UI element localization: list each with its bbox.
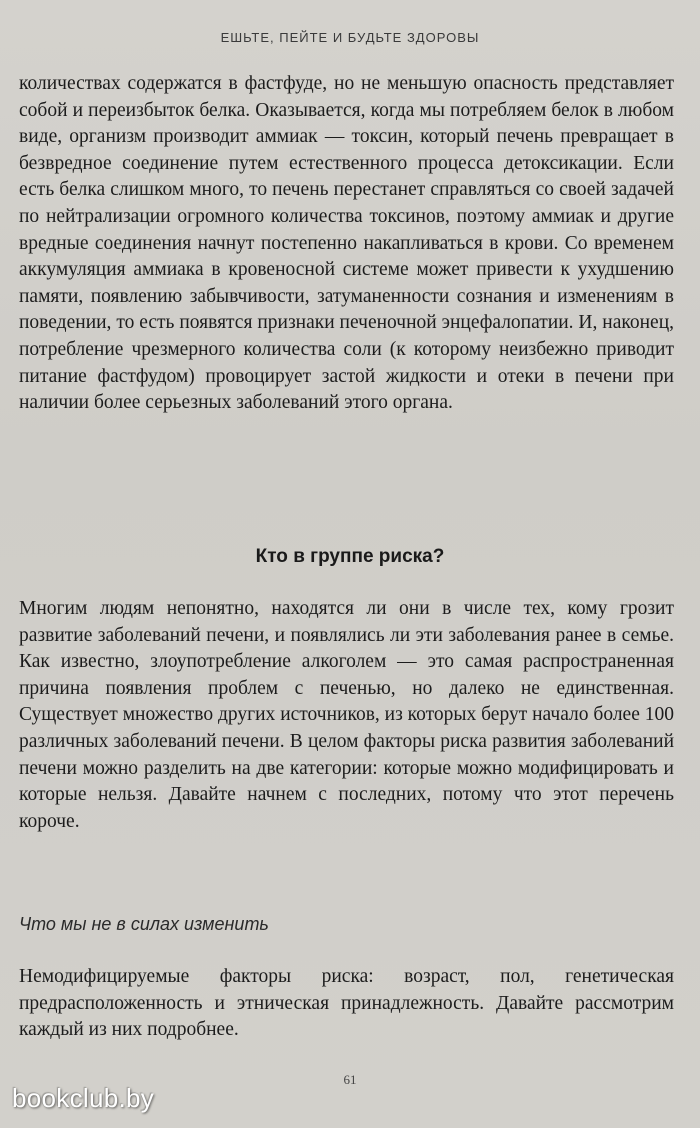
subsection-heading: Что мы не в силах изменить bbox=[19, 914, 269, 934]
page-number: 61 bbox=[343, 1072, 357, 1087]
paragraph-risk-groups: Многим людям непонятно, находятся ли они в числе тех, кому грозит развитие заболеваний печени, и появлялись ли эти заболевания ранее в семье. Как известно, злоупотребление алкоголем — это самая распространенная причина появления проблем с печенью, но далеко не единственная. Существует множество других источников, из которых берут начало более 100 различных заболеваний печени. В целом факторы риска развития заболеваний печени можно разделить на две категории: которые можно модифицировать и которые нельзя. Давайте начнем с последних, потому что этот перечень короче. bbox=[19, 598, 674, 832]
paragraph-liver-toxins: количествах содержатся в фастфуде, но не меньшую опасность представляет собой и переизбыток белка. Оказывается, когда мы потребляем белок в любом виде, организм производит аммиак — токсин, который печень превращает в безвредное соединение путем естественного процесса детоксикации. Если есть белка слишком много, то печень перестанет справляться со своей задачей по нейтрализации огромного количества токсинов, поэтому аммиак и другие вредные соединения начнут постепенно накапливаться в крови. Со временем аккумуляция аммиака в кровеносной системе может привести к ухудшению памяти, появлению забывчивости, затуманенности сознания и изменениям в поведении, то есть появятся признаки печеночной энцефалопатии. И, наконец, потребление чрезмерного количества соли (к которому неизбежно приводит питание фастфудом) провоцирует застой жидкости и отеки в печени при наличии более серьезных заболеваний этого органа. bbox=[19, 73, 674, 414]
section-heading: Кто в группе риска? bbox=[255, 546, 445, 567]
running-header: ЕШЬТЕ, ПЕЙТЕ И БУДЬТЕ ЗДОРОВЫ bbox=[220, 30, 480, 45]
paragraph-nonmodifiable-factors: Немодифицируемые факторы риска: возраст, пол, генетическая предрасположенность и этническая принадлежность. Давайте рассмотрим каждый из них подробнее. bbox=[19, 966, 674, 1041]
watermark-logo: bookclub.by bbox=[12, 1083, 155, 1113]
